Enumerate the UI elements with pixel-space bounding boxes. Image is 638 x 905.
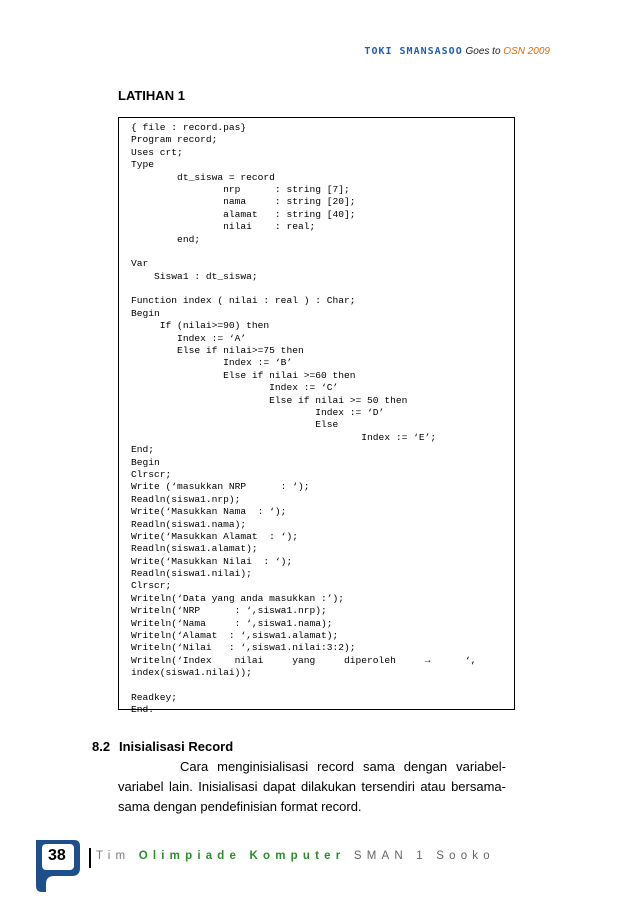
code-line: Writeln(‘NRP : ‘,siswa1.nrp); <box>131 605 327 617</box>
code-line: Else if nilai >=60 then <box>131 369 356 381</box>
code-line: Writeln(‘Nama : ‘,siswa1.nama); <box>131 617 333 629</box>
code-line: Index := ‘D’ <box>131 406 385 418</box>
footer-divider <box>89 848 91 868</box>
section-paragraph <box>118 757 506 817</box>
code-line: Type <box>131 159 155 171</box>
code-listing <box>131 122 508 717</box>
code-line: Writeln(‘Index nilai yang diperoleh → ‘, <box>131 654 477 666</box>
code-line: nrp : string [7]; <box>131 183 350 195</box>
code-line: Index := ‘E’; <box>131 431 437 443</box>
code-line: Readln(siswa1.nama); <box>131 518 247 530</box>
code-line: index(siswa1.nilai)); <box>131 667 252 679</box>
code-line <box>131 246 508 258</box>
code-line: Write (‘masukkan NRP : ‘); <box>131 481 310 493</box>
code-line: nama : string [20]; <box>131 196 356 208</box>
code-line: dt_siswa = record <box>131 171 275 183</box>
code-line: Var <box>131 258 149 270</box>
code-line: Index := ‘C’ <box>131 382 339 394</box>
code-line: Write(‘Masukkan Nama : ‘); <box>131 506 287 518</box>
code-line: Siswa1 : dt_siswa; <box>131 270 258 282</box>
code-line: Writeln(‘Nilai : ‘,siswa1.nilai:3:2); <box>131 642 356 654</box>
code-line: Writeln(‘Data yang anda masukkan :’); <box>131 592 345 604</box>
header-brand: TOKI SMANSASOO <box>364 46 463 57</box>
section-title: Inisialisasi Record <box>119 739 234 754</box>
section-heading <box>92 739 233 754</box>
code-line: Index := ‘B’ <box>131 357 293 369</box>
code-line: alamat : string [40]; <box>131 208 356 220</box>
header-middle: Goes to <box>462 46 504 57</box>
footer-olimpiade: Olimpiade Komputer <box>138 850 346 862</box>
footer-school: SMAN 1 Sooko <box>345 850 495 862</box>
code-line: Begin <box>131 456 160 468</box>
code-line: end; <box>131 233 201 245</box>
code-line: Write(‘Masukkan Nilai : ‘); <box>131 555 293 567</box>
code-line: Clrscr; <box>131 468 172 480</box>
page-footer <box>34 838 608 898</box>
code-line: Index := ‘A’ <box>131 332 247 344</box>
code-line: Else if nilai >= 50 then <box>131 394 408 406</box>
code-line: Clrscr; <box>131 580 172 592</box>
section-paragraph-text: Cara menginisialisasi record sama dengan variabel-variabel lain. Inisialisasi dapat dilakukan tersendiri atau bersama-sama dengan pendefinisian format record. <box>118 759 506 814</box>
page-number: 38 <box>48 847 66 864</box>
code-line <box>131 283 508 295</box>
code-line: Readkey; <box>131 691 178 703</box>
code-line: Else <box>131 419 339 431</box>
code-line: Writeln(‘Alamat : ‘,siswa1.alamat); <box>131 630 339 642</box>
code-line: Readln(siswa1.alamat); <box>131 543 258 555</box>
code-line: Readln(siswa1.nilai); <box>131 568 252 580</box>
code-line: Else if nilai>=75 then <box>131 345 304 357</box>
code-line: End. <box>131 704 155 716</box>
footer-tim: Tim <box>96 850 139 862</box>
code-line: Function index ( nilai : real ) : Char; <box>131 295 356 307</box>
code-line: Readln(siswa1.nrp); <box>131 493 241 505</box>
code-line: If (nilai>=90) then <box>131 320 270 332</box>
exercise-title: LATIHAN 1 <box>118 88 185 103</box>
code-line <box>131 680 508 692</box>
code-line: Begin <box>131 307 160 319</box>
code-line: nilai : real; <box>131 221 316 233</box>
running-header <box>364 46 550 57</box>
header-event: OSN 2009 <box>503 46 550 57</box>
code-line: Program record; <box>131 134 218 146</box>
code-line: Write(‘Masukkan Alamat : ‘); <box>131 530 298 542</box>
code-line: Uses crt; <box>131 146 183 158</box>
section-number: 8.2 <box>92 739 111 754</box>
code-listing-box <box>118 117 515 716</box>
code-line: { file : record.pas} <box>131 122 247 133</box>
footer-text <box>96 850 495 862</box>
code-line: End; <box>131 444 155 456</box>
